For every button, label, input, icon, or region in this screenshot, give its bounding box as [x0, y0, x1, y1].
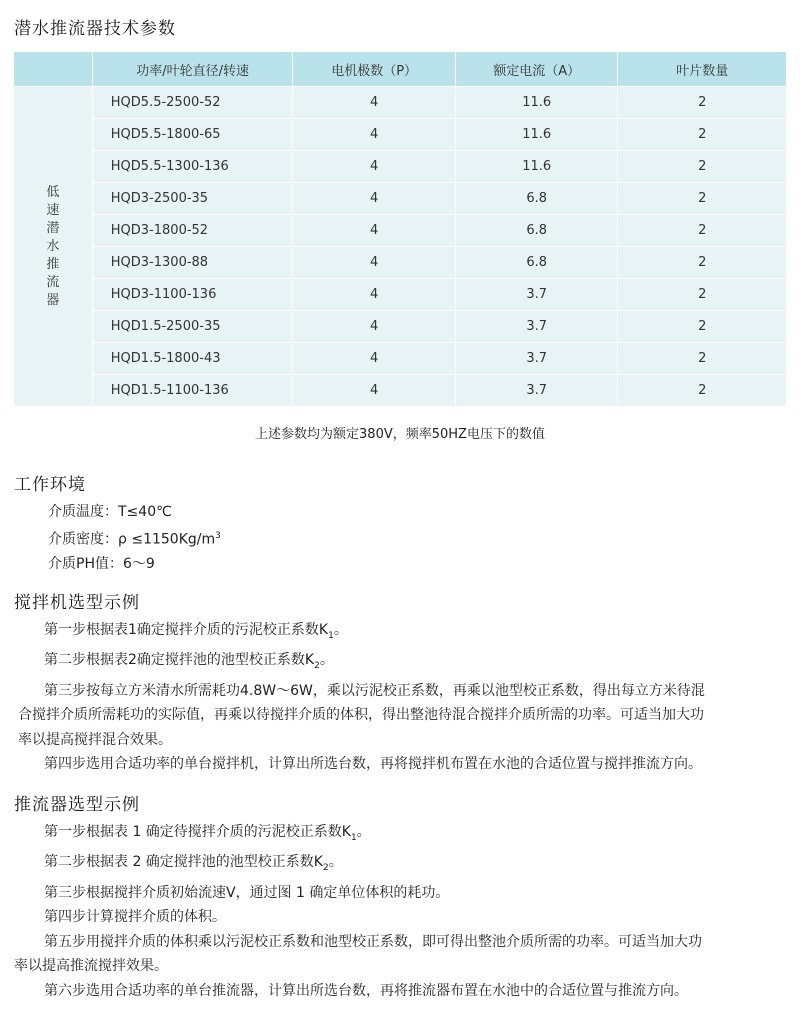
propeller-step-5-line-2: 率以提高推流搅拌效果。 — [14, 958, 168, 975]
cell-poles: 4 — [293, 279, 456, 311]
cell-poles: 4 — [293, 119, 456, 151]
cell-poles: 4 — [293, 247, 456, 279]
table-header-current: 额定电流（A） — [455, 52, 618, 87]
cell-poles: 4 — [293, 343, 456, 375]
group-label-char: 器 — [46, 292, 60, 308]
propeller-step-1-text: 第一步根据表 1 确定待搅拌介质的污泥校正系数K — [44, 824, 351, 840]
cell-poles: 4 — [293, 311, 456, 343]
cell-current: 11.6 — [455, 87, 618, 119]
propeller-step-2-text: 第二步根据表 2 确定搅拌池的池型校正系数K — [44, 854, 323, 871]
table-row — [14, 215, 786, 247]
cell-current: 3.7 — [455, 375, 618, 407]
section-title-propeller: 推流器选型示例 — [14, 795, 140, 815]
table-header-row — [14, 52, 786, 87]
env-density-text: 介质密度：ρ ≤1150Kg/m — [48, 531, 216, 548]
mixer-step-3-line-3: 率以提高搅拌混合效果。 — [18, 731, 172, 748]
mixer-step-3-line-1: 第三步按每立方米清水所需耗功4.8W～6W，乘以污泥校正系数，再乘以池型校正系数，得出每立方米待混 — [44, 682, 705, 699]
cell-current: 3.7 — [455, 279, 618, 311]
table-header-poles: 电机极数（P） — [293, 52, 456, 87]
section-title-params: 潜水推流器技术参数 — [14, 19, 176, 39]
table-row — [14, 311, 786, 343]
cell-current: 3.7 — [455, 343, 618, 375]
cell-model: HQD3-1100-136 — [92, 279, 293, 311]
table-note: 上述参数均为额定380V，频率50HZ电压下的数值 — [255, 427, 545, 442]
cell-current: 6.8 — [455, 247, 618, 279]
env-temperature: 介质温度：T≤40℃ — [48, 504, 172, 520]
mixer-step-1-text: 第一步根据表1确定搅拌介质的污泥校正系数K — [44, 622, 329, 638]
cell-poles: 4 — [293, 215, 456, 247]
cell-poles: 4 — [293, 87, 456, 119]
propeller-step-2-end: 。 — [328, 854, 343, 871]
cell-current: 3.7 — [455, 311, 618, 343]
group-label-char: 潜 — [46, 220, 60, 236]
cell-model: HQD3-2500-35 — [92, 183, 293, 215]
propeller-step-5-line-1: 第五步用搅拌介质的体积乘以污泥校正系数和池型校正系数，即可得出整池介质所需的功率。可适当加大功 — [44, 933, 702, 950]
cell-current: 11.6 — [455, 119, 618, 151]
environment-list — [48, 500, 221, 576]
cell-current: 11.6 — [455, 151, 618, 183]
mixer-step-2-end: 。 — [319, 652, 334, 669]
mixer-step-1 — [14, 618, 784, 648]
cell-poles: 4 — [293, 183, 456, 215]
table-row — [14, 343, 786, 375]
table-header-blades: 叶片数量 — [618, 52, 786, 87]
env-density — [48, 524, 221, 552]
cell-model: HQD5.5-2500-52 — [92, 87, 293, 119]
cell-blades: 2 — [618, 279, 786, 311]
group-label-char: 速 — [46, 202, 60, 218]
table-row — [14, 247, 786, 279]
cell-model: HQD5.5-1300-136 — [92, 151, 293, 183]
propeller-steps — [14, 820, 784, 1003]
propeller-step-6: 第六步选用合适功率的单台推流器，计算出所选台数，再将推流器布置在水池中的合适位置与推流方向。 — [44, 982, 688, 999]
cell-blades: 2 — [618, 311, 786, 343]
cell-blades: 2 — [618, 375, 786, 407]
cell-blades: 2 — [618, 151, 786, 183]
table-row — [14, 87, 786, 119]
section-title-mixer: 搅拌机选型示例 — [14, 593, 140, 613]
group-label-char: 低 — [46, 184, 60, 200]
mixer-step-2-sub: 2 — [314, 661, 320, 672]
table-header-group — [14, 52, 92, 87]
propeller-step-1 — [14, 820, 784, 850]
section-title-environment: 工作环境 — [14, 475, 86, 495]
group-label-char: 水 — [46, 238, 60, 254]
table-row — [14, 183, 786, 215]
cell-poles: 4 — [293, 375, 456, 407]
cell-model: HQD1.5-2500-35 — [92, 311, 293, 343]
table-row — [14, 279, 786, 311]
table-header-model: 功率/叶轮直径/转速 — [92, 52, 293, 87]
params-table — [14, 52, 786, 406]
propeller-step-1-sub: 1 — [351, 832, 357, 843]
cell-blades: 2 — [618, 247, 786, 279]
mixer-steps — [14, 618, 784, 777]
cell-blades: 2 — [618, 119, 786, 151]
table-row — [14, 119, 786, 151]
table-row — [14, 375, 786, 407]
cell-blades: 2 — [618, 183, 786, 215]
mixer-step-4: 第四步选用合适功率的单台搅拌机，计算出所选台数，再将搅拌机布置在水池的合适位置与搅拌推流方向。 — [44, 756, 702, 773]
mixer-step-2-text: 第二步根据表2确定搅拌池的池型校正系数K — [44, 652, 315, 669]
cell-model: HQD1.5-1800-43 — [92, 343, 293, 375]
mixer-step-3-line-2: 合搅拌介质所需耗功的实际值，再乘以待搅拌介质的体积，得出整池待混合搅拌介质所需的功率。可适当加大功 — [18, 707, 704, 724]
mixer-step-1-end: 。 — [333, 622, 348, 638]
table-row — [14, 151, 786, 183]
cell-blades: 2 — [618, 343, 786, 375]
env-ph: 介质PH值：6～9 — [48, 555, 155, 572]
cell-blades: 2 — [618, 87, 786, 119]
group-label-char: 流 — [46, 274, 60, 290]
mixer-step-2 — [14, 648, 784, 678]
cell-current: 6.8 — [455, 183, 618, 215]
propeller-step-2-sub: 2 — [323, 863, 329, 874]
propeller-step-4: 第四步计算搅拌介质的体积。 — [44, 909, 226, 926]
propeller-step-3: 第三步根据搅拌介质初始流速V，通过图 1 确定单位体积的耗功。 — [44, 884, 450, 901]
cell-model: HQD5.5-1800-65 — [92, 119, 293, 151]
propeller-step-1-end: 。 — [356, 824, 371, 840]
cell-model: HQD3-1800-52 — [92, 215, 293, 247]
cell-model: HQD1.5-1100-136 — [92, 375, 293, 407]
cell-poles: 4 — [293, 151, 456, 183]
cell-model: HQD3-1300-88 — [92, 247, 293, 279]
group-label-char: 推 — [46, 256, 60, 272]
mixer-step-1-sub: 1 — [328, 630, 334, 641]
cell-current: 6.8 — [455, 215, 618, 247]
env-density-sup: 3 — [215, 531, 221, 541]
propeller-step-2 — [14, 850, 784, 880]
table-group-label — [14, 87, 92, 407]
cell-blades: 2 — [618, 215, 786, 247]
